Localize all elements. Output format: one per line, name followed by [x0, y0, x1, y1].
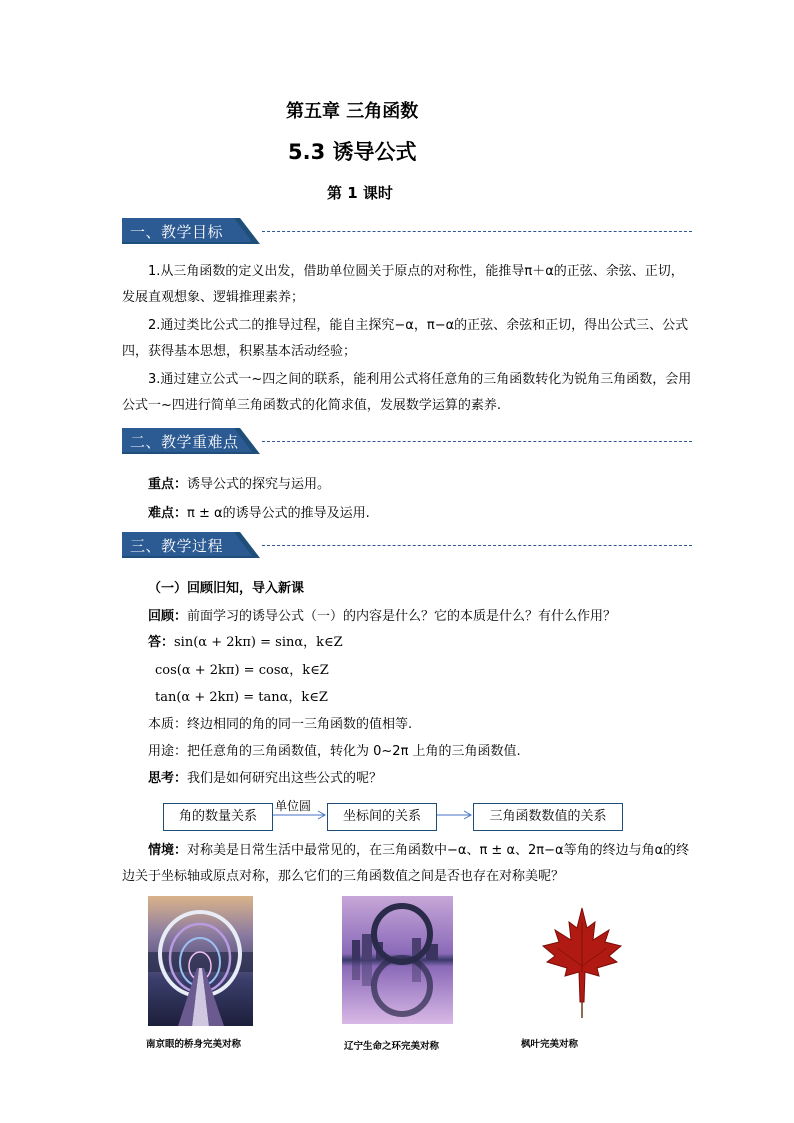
section-label: 二、教学重难点	[130, 433, 239, 451]
section-header-process	[122, 532, 692, 558]
caption-nanjing-eye: 南京眼的桥身完美对称	[146, 1039, 242, 1050]
flow-box-trig-value-relation: 三角函数数值的关系	[473, 803, 623, 831]
review-question	[148, 605, 616, 624]
hard-point	[148, 502, 370, 521]
hard-label: 难点：	[148, 506, 188, 521]
goal-3: 3.通过建立公式一~四之间的联系，能利用公式将任意角的三角函数转化为锐角三角函数，会用公式一~四进行简单三角函数式的化简求值，发展数学运算的素养.	[122, 372, 692, 413]
essence-text: 本质：终边相同的角的同一三角函数的值相等.	[148, 717, 413, 732]
key-point	[148, 473, 330, 492]
formula-cos: cos(α + 2kπ) = cosα，k∈Z	[155, 663, 329, 678]
section-label: 一、教学目标	[130, 223, 224, 241]
formula-tan: tan(α + 2kπ) = tanα，k∈Z	[155, 690, 328, 705]
scenario-label: 情境：	[148, 843, 188, 858]
section-divider	[262, 441, 692, 442]
section-header-goals	[122, 218, 692, 244]
caption-maple-leaf: 枫叶完美对称	[521, 1039, 579, 1050]
caption-liaoning-ring: 辽宁生命之环完美对称	[344, 1041, 440, 1052]
scenario-body: 对称美是日常生活中最常见的，在三角函数中−α、π ± α、2π−α等角的终边与角α的终边关于坐标轴或原点对称，那么它们的三角函数值之间是否也存在对称美呢？	[122, 843, 690, 884]
section-label: 三、教学过程	[130, 537, 224, 555]
key-label: 重点：	[148, 477, 188, 492]
goal-2: 2.通过类比公式二的推导过程，能自主探究−α，π−α的正弦、余弦和正切，得出公式三、公式四，获得基本思想，积累基本活动经验；	[122, 318, 689, 359]
goal-1: 1.从三角函数的定义出发，借助单位圆关于原点的对称性，能推导π＋α的正弦、余弦、正切，发展直观想象、逻辑推理素养；	[122, 264, 684, 305]
key-text: 诱导公式的探究与运用。	[187, 477, 331, 492]
think-label: 思考：	[148, 771, 188, 786]
review-label: 回顾：	[148, 609, 188, 624]
lesson-title: 第 1 课时	[327, 184, 393, 202]
formula-sin: sin(α + 2kπ) = sinα，k∈Z	[174, 635, 343, 650]
think-text: 我们是如何研究出这些公式的呢？	[187, 771, 383, 786]
flow-box-angle-relation: 角的数量关系	[163, 803, 273, 831]
answer-label: 答：	[148, 635, 175, 650]
chapter-title: 第五章 三角函数	[286, 101, 419, 122]
nanjing-eye-bridge-image	[148, 896, 253, 1026]
liaoning-ring-of-life-image	[342, 896, 453, 1024]
section-divider	[262, 231, 692, 232]
scenario-text	[122, 838, 692, 890]
flow-arrow-label: 单位圆	[275, 799, 312, 813]
flow-arrow-1	[272, 808, 328, 822]
review-text: 前面学习的诱导公式（一）的内容是什么？它的本质是什么？有什么作用？	[187, 609, 617, 624]
flow-box-coordinate-relation: 坐标间的关系	[327, 803, 437, 831]
think-question	[148, 767, 382, 786]
subsection-title: （一）回顾旧知，导入新课	[148, 581, 305, 596]
usage-text: 用途：把任意角的三角函数值，转化为 0~2π 上角的三角函数值.	[148, 744, 521, 759]
section-header-keypoints	[122, 428, 692, 454]
section-title: 5.3 诱导公式	[288, 140, 417, 164]
hard-text: π ± α的诱导公式的推导及运用.	[187, 506, 370, 521]
maple-leaf-image	[537, 902, 627, 1020]
section-divider	[262, 545, 692, 546]
answer-line	[148, 631, 343, 650]
flow-arrow-2	[436, 808, 474, 822]
